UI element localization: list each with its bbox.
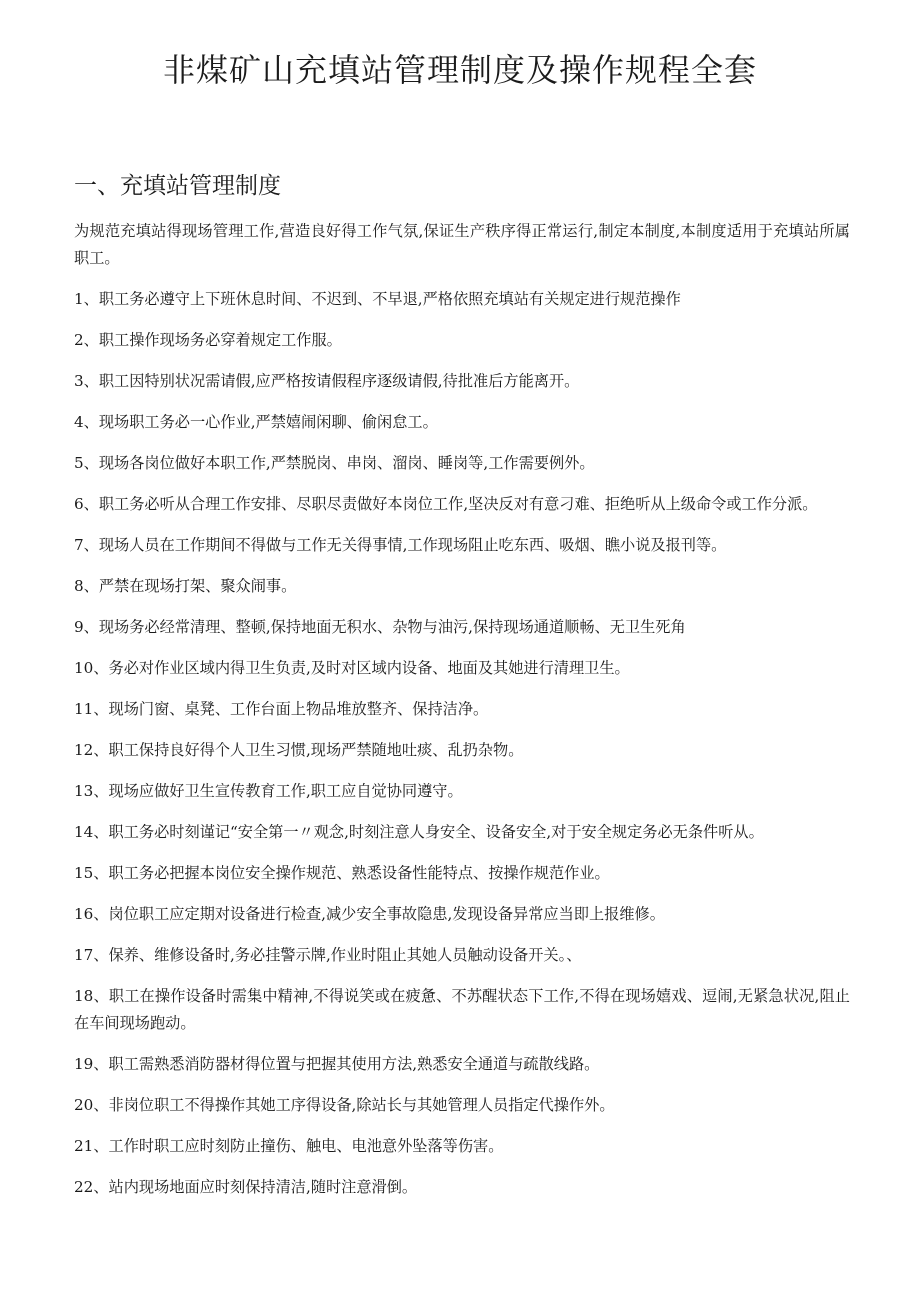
rule-item: 19、职工需熟悉消防器材得位置与把握其使用方法,熟悉安全通道与疏散线路。 <box>74 1055 600 1073</box>
rule-item: 18、职工在操作设备时需集中精神,不得说笑或在疲惫、不苏醒状态下工作,不得在现场嬉戏、逗闹,无紧急状况,阻止在车间现场跑动。 <box>74 987 850 1032</box>
rule-item: 11、现场门窗、桌凳、工作台面上物品堆放整齐、保持洁净。 <box>74 700 489 718</box>
rule-item: 15、职工务必把握本岗位安全操作规范、熟悉设备性能特点、按操作规范作业。 <box>74 864 610 882</box>
document-title: 非煤矿山充填站管理制度及操作规程全套 <box>162 51 757 89</box>
rule-item: 9、现场务必经常清理、整顿,保持地面无积水、杂物与油污,保持现场通道顺畅、无卫生死角 <box>74 618 686 636</box>
rule-item: 14、职工务必时刻谨记“安全第一〃观念,时刻注意人身安全、设备安全,对于安全规定务必无条件听从。 <box>74 823 764 841</box>
rule-item: 2、职工操作现场务必穿着规定工作服。 <box>74 331 342 349</box>
rule-item: 21、工作时职工应时刻防止撞伤、触电、电池意外坠落等伤害。 <box>74 1137 504 1155</box>
intro-paragraph: 为规范充填站得现场管理工作,营造良好得工作气氛,保证生产秩序得正常运行,制定本制度,本制度适用于充填站所属职工。 <box>74 222 850 267</box>
rule-item: 13、现场应做好卫生宣传教育工作,职工应自觉协同遵守。 <box>74 782 463 800</box>
rule-item: 6、职工务必听从合理工作安排、尽职尽责做好本岗位工作,坚决反对有意刁难、拒绝听从上级命令或工作分派。 <box>74 495 818 513</box>
rule-item: 1、职工务必遵守上下班休息时间、不迟到、不早退,严格依照充填站有关规定进行规范操作 <box>74 290 681 308</box>
rule-item: 10、务必对作业区域内得卫生负责,及时对区域内设备、地面及其她进行清理卫生。 <box>74 659 630 677</box>
rule-item: 22、站内现场地面应时刻保持清洁,随时注意滑倒。 <box>74 1178 418 1196</box>
rule-item: 20、非岗位职工不得操作其她工序得设备,除站长与其她管理人员指定代操作外。 <box>74 1096 615 1114</box>
document-body <box>74 218 850 1215</box>
rule-item: 4、现场职工务必一心作业,严禁嬉闹闲聊、偷闲怠工。 <box>74 413 438 431</box>
rule-item: 8、严禁在现场打架、聚众闹事。 <box>74 577 297 595</box>
section-heading: 一、充填站管理制度 <box>74 173 281 199</box>
rule-item: 16、岗位职工应定期对设备进行检查,减少安全事故隐患,发现设备异常应当即上报维修。 <box>74 905 665 923</box>
rule-item: 17、保养、维修设备时,务必挂警示牌,作业时阻止其她人员触动设备开关。、 <box>74 946 582 964</box>
rule-item: 3、职工因特别状况需请假,应严格按请假程序逐级请假,待批准后方能离开。 <box>74 372 580 390</box>
rule-item: 7、现场人员在工作期间不得做与工作无关得事情,工作现场阻止吃东西、吸烟、瞧小说及报刊等。 <box>74 536 727 554</box>
rule-item: 5、现场各岗位做好本职工作,严禁脱岗、串岗、溜岗、睡岗等,工作需要例外。 <box>74 454 595 472</box>
rule-item: 12、职工保持良好得个人卫生习惯,现场严禁随地吐痰、乱扔杂物。 <box>74 741 524 759</box>
